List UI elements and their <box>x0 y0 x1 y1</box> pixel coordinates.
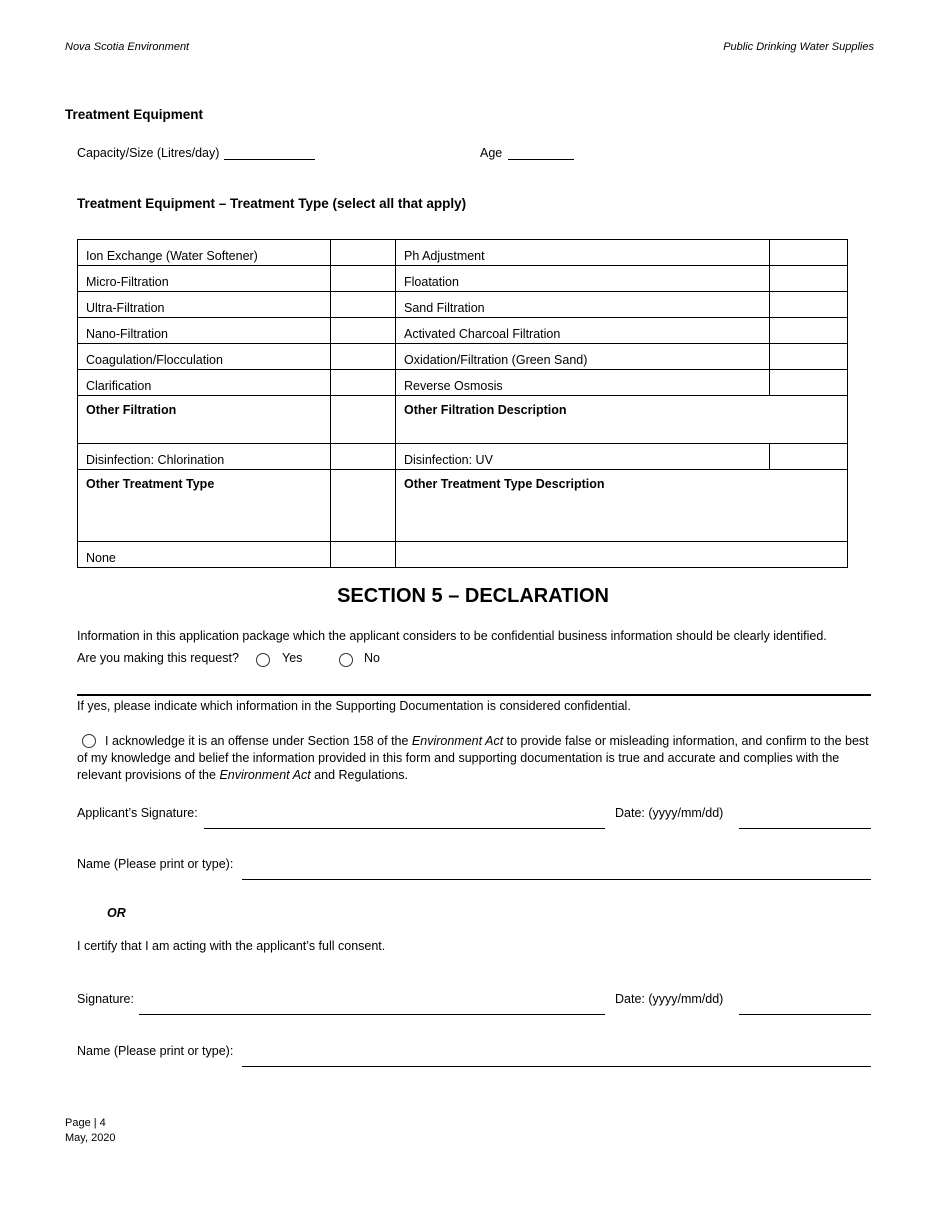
ack-act-2: Environment Act <box>219 768 311 782</box>
checkbox-coagulation[interactable] <box>331 344 396 370</box>
treatment-type-table <box>77 239 848 568</box>
checkbox-floatation[interactable] <box>770 266 848 292</box>
table-row <box>78 344 848 370</box>
table-row <box>78 470 848 542</box>
radio-no[interactable] <box>339 653 353 667</box>
option-label: Oxidation/Filtration (Green Sand) <box>396 344 770 370</box>
ack-text-3: and Regulations. <box>310 768 408 782</box>
other-filtration-desc-label: Other Filtration Description <box>404 403 567 417</box>
capacity-label: Capacity/Size (Litres/day) <box>77 146 220 160</box>
table-row <box>78 370 848 396</box>
option-label: Coagulation/Flocculation <box>78 344 331 370</box>
name-field-2[interactable] <box>242 1066 871 1067</box>
ack-act-1: Environment Act <box>411 734 504 748</box>
applicant-signature-label: Applicant’s Signature: <box>77 806 198 820</box>
date-label-2: Date: (yyyy/mm/dd) <box>615 992 724 1006</box>
header-left: Nova Scotia Environment <box>65 41 190 53</box>
other-treatment-desc-label: Other Treatment Type Description <box>404 477 605 491</box>
table-row <box>78 292 848 318</box>
certify-text: I certify that I am acting with the applicant’s full consent. <box>77 939 386 953</box>
confidential-divider[interactable] <box>77 694 871 696</box>
option-label: Ion Exchange (Water Softener) <box>78 240 331 266</box>
if-yes-text: If yes, please indicate which information in the Supporting Documentation is considered confidential. <box>77 699 631 713</box>
checkbox-nano-filtration[interactable] <box>331 318 396 344</box>
other-filtration-description[interactable] <box>396 396 848 444</box>
name-label-2: Name (Please print or type): <box>77 1044 234 1058</box>
equipment-title: Treatment Equipment <box>65 107 204 122</box>
option-label: Activated Charcoal Filtration <box>396 318 770 344</box>
option-label: Micro-Filtration <box>78 266 331 292</box>
checkbox-ultra-filtration[interactable] <box>331 292 396 318</box>
signature-field[interactable] <box>139 1014 605 1015</box>
table-row <box>78 444 848 470</box>
age-label: Age <box>480 146 503 160</box>
checkbox-chlorination[interactable] <box>331 444 396 470</box>
acknowledgement-text <box>77 733 872 784</box>
option-label: Disinfection: Chlorination <box>78 444 331 470</box>
date-label: Date: (yyyy/mm/dd) <box>615 806 724 820</box>
date-field[interactable] <box>739 828 871 829</box>
option-label: None <box>78 542 331 568</box>
ack-text-1: I acknowledge it is an offense under Section 158 of the <box>105 734 412 748</box>
table-row <box>78 266 848 292</box>
section-title: SECTION 5 – DECLARATION <box>337 585 609 607</box>
checkbox-none[interactable] <box>331 542 396 568</box>
option-label: Disinfection: UV <box>396 444 770 470</box>
table-row <box>78 318 848 344</box>
checkbox-clarification[interactable] <box>331 370 396 396</box>
radio-no-label: No <box>364 651 380 665</box>
or-label: OR <box>107 906 126 920</box>
option-label: Floatation <box>396 266 770 292</box>
table-row <box>78 396 848 444</box>
checkbox-oxidation-filtration[interactable] <box>770 344 848 370</box>
ack-text-2: to provide false or misleading information, and confirm to the best of my knowledge and belief the information provided in this form and supporting documentation is true and accurate and complies with the relevant provisions of the <box>77 734 869 782</box>
signature-label: Signature: <box>77 992 134 1006</box>
other-treatment-description[interactable] <box>396 470 848 542</box>
applicant-signature-field[interactable] <box>204 828 605 829</box>
checkbox-activated-charcoal[interactable] <box>770 318 848 344</box>
request-question: Are you making this request? <box>77 651 239 665</box>
option-label: Nano-Filtration <box>78 318 331 344</box>
name-field[interactable] <box>242 879 871 880</box>
age-field[interactable] <box>508 159 574 160</box>
checkbox-ph-adjustment[interactable] <box>770 240 848 266</box>
option-label: Ultra-Filtration <box>78 292 331 318</box>
confidential-info-text: Information in this application package which the applicant considers to be confidential business information should be clearly identified. <box>77 629 827 643</box>
footer-date: May, 2020 <box>65 1132 116 1144</box>
radio-yes[interactable] <box>256 653 270 667</box>
checkbox-other-filtration[interactable] <box>331 396 396 444</box>
other-filtration-label: Other Filtration <box>78 396 331 444</box>
checkbox-ion-exchange[interactable] <box>331 240 396 266</box>
none-blank-cell <box>396 542 848 568</box>
checkbox-other-treatment[interactable] <box>331 470 396 542</box>
checkbox-micro-filtration[interactable] <box>331 266 396 292</box>
header-right: Public Drinking Water Supplies <box>723 41 874 53</box>
capacity-field[interactable] <box>224 159 315 160</box>
other-treatment-label: Other Treatment Type <box>78 470 331 542</box>
page-number: Page | 4 <box>65 1117 106 1129</box>
option-label: Ph Adjustment <box>396 240 770 266</box>
checkbox-sand-filtration[interactable] <box>770 292 848 318</box>
checkbox-reverse-osmosis[interactable] <box>770 370 848 396</box>
radio-yes-label: Yes <box>282 651 303 665</box>
option-label: Sand Filtration <box>396 292 770 318</box>
checkbox-uv[interactable] <box>770 444 848 470</box>
name-label: Name (Please print or type): <box>77 857 234 871</box>
table-row <box>78 542 848 568</box>
date-field-2[interactable] <box>739 1014 871 1015</box>
option-label: Reverse Osmosis <box>396 370 770 396</box>
treatment-type-title: Treatment Equipment – Treatment Type (select all that apply) <box>77 196 467 211</box>
option-label: Clarification <box>78 370 331 396</box>
table-row <box>78 240 848 266</box>
